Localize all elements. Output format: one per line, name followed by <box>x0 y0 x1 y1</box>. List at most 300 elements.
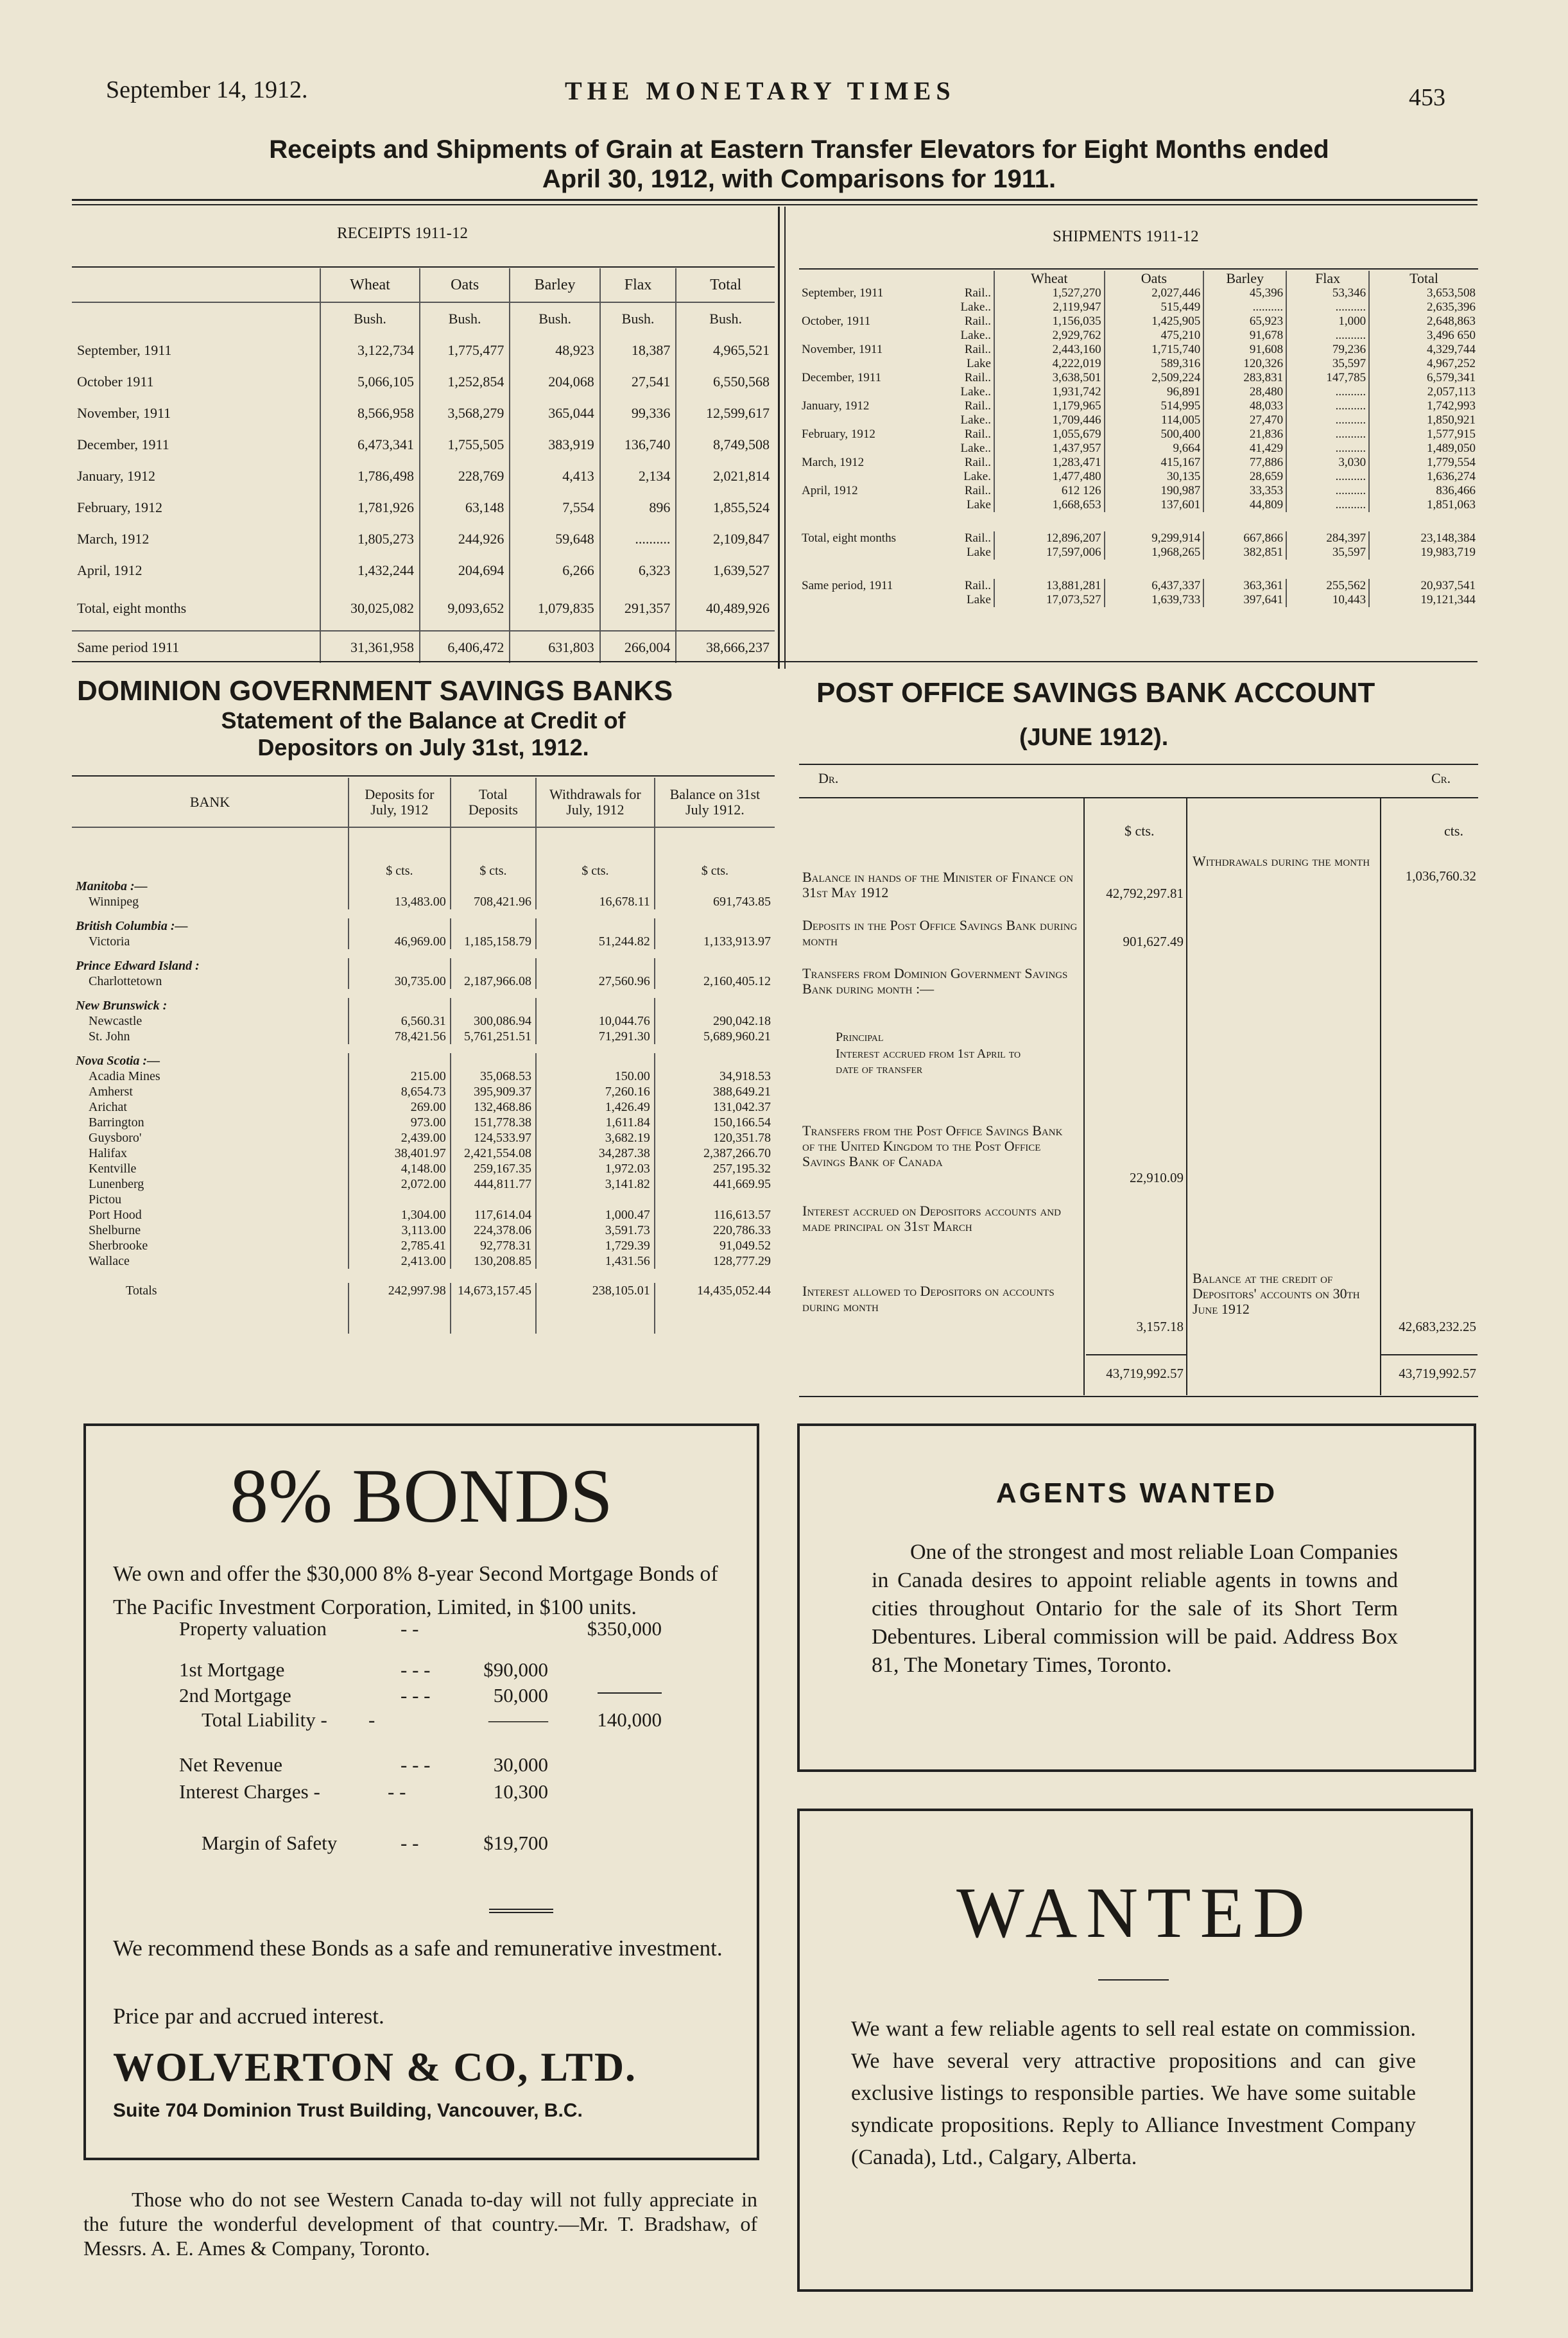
divider <box>1381 1354 1478 1355</box>
cell-value: 4,329,744 <box>1369 343 1478 357</box>
bonds-line-dash: - <box>368 1708 375 1731</box>
spacer <box>536 879 655 894</box>
table-row <box>799 498 1478 522</box>
po-withdrawals-label: Withdrawals during the month <box>1193 853 1370 869</box>
col-header: BANK <box>72 778 349 827</box>
bank-label: St. John <box>89 1029 130 1044</box>
cell-value: 35,597 <box>1286 546 1369 569</box>
bonds-line-label: Interest Charges - <box>179 1780 320 1803</box>
table-row <box>799 427 1478 442</box>
month-label: September, 1911 <box>802 286 884 300</box>
cell-value: 415,167 <box>1105 456 1204 470</box>
cell-value: 92,778.31 <box>451 1238 536 1253</box>
table-row <box>72 429 775 460</box>
cell-value: 388,649.21 <box>655 1084 775 1099</box>
mode-label: Rail.. <box>964 286 991 300</box>
table-row <box>72 894 775 914</box>
cell-value <box>655 1192 775 1207</box>
bonds-line <box>86 1708 757 1734</box>
cell-value: 4,967,252 <box>1369 357 1478 371</box>
cell-value: 1,055,679 <box>994 427 1105 442</box>
mode-label: Lake.. <box>960 385 991 399</box>
row-label <box>799 593 994 607</box>
cell-value: 2,443,160 <box>994 343 1105 357</box>
cell-value: 18,387 <box>600 334 676 366</box>
dominion-header-row <box>72 778 775 827</box>
cell-value: 1,577,915 <box>1369 427 1478 442</box>
cell-value: 589,316 <box>1105 357 1204 371</box>
cell-value: .......... <box>1286 498 1369 522</box>
cell-value: 48,923 <box>510 334 599 366</box>
bonds-line <box>86 1658 757 1684</box>
cell-value: 3,122,734 <box>320 334 420 366</box>
bonds-line <box>86 1780 757 1806</box>
table-row <box>72 1223 775 1238</box>
row-label: April, 1912 <box>77 562 142 578</box>
bonds-line-mid: 30,000 <box>493 1753 548 1776</box>
row-label <box>799 314 994 329</box>
table-row <box>799 357 1478 371</box>
divider <box>72 661 1478 662</box>
mode-label: Lake <box>967 546 991 559</box>
province-label: New Brunswick : <box>76 999 168 1013</box>
row-label <box>799 385 994 399</box>
column-divider <box>1186 798 1187 1395</box>
spacer <box>536 954 655 974</box>
cell-value: 1,079,835 <box>510 586 599 631</box>
cell-value: 1,855,524 <box>676 492 775 523</box>
cell-value: 120,326 <box>1203 357 1286 371</box>
cell-value: 244,926 <box>420 523 510 554</box>
divider <box>72 775 775 777</box>
cell-value: 10,044.76 <box>536 1013 655 1029</box>
bank-label: Arichat <box>89 1100 127 1114</box>
po-transfers-dom-label: Transfers from Dominion Government Savings Bank during month :— <box>802 965 1068 997</box>
table-row <box>72 1013 775 1029</box>
mode-label: Lake <box>967 357 991 370</box>
cell-value: 667,866 <box>1203 522 1286 546</box>
cell-value: 896 <box>600 492 676 523</box>
row-label: December, 1911 <box>77 436 169 452</box>
cell-value: 1,972.03 <box>536 1161 655 1176</box>
page-date: September 14, 1912. <box>106 76 308 103</box>
cell-value: 34,918.53 <box>655 1069 775 1084</box>
totals-row <box>72 1276 775 1298</box>
spacer <box>451 993 536 1013</box>
cell-value: 300,086.94 <box>451 1013 536 1029</box>
table-row <box>72 334 775 366</box>
month-label: Same period, 1911 <box>802 579 893 592</box>
cell-value: 53,346 <box>1286 286 1369 300</box>
bonds-line-dash: - - - <box>401 1684 431 1706</box>
cell-value: 14,673,157.45 <box>451 1276 536 1298</box>
bonds-line-dash: - - <box>401 1617 419 1640</box>
cell-value: 383,919 <box>510 429 599 460</box>
cell-value: 1,156,035 <box>994 314 1105 329</box>
spacer <box>655 1049 775 1069</box>
cell-value: 1,133,913.97 <box>655 934 775 954</box>
grain-title-line2: April 30, 1912, with Comparisons for 1911. <box>542 165 1056 193</box>
cell-value: 1,931,742 <box>994 385 1105 399</box>
cell-value: 190,987 <box>1105 484 1204 498</box>
bonds-intro: We own and offer the $30,000 8% 8-year Second Mortgage Bonds of The Pacific Investment Corporation, Limited, in $100 units. <box>113 1562 718 1619</box>
col-header: Total Deposits <box>451 778 536 827</box>
province-row <box>72 914 775 934</box>
bonds-line-dash: - - <box>401 1832 419 1854</box>
publication-title: THE MONETARY TIMES <box>565 76 956 105</box>
po-deposits-value: 901,627.49 <box>1123 934 1184 949</box>
cell-value: 1,000 <box>1286 314 1369 329</box>
cell-value: 242,997.98 <box>349 1276 451 1298</box>
bank-label: Guysboro' <box>89 1131 142 1145</box>
spacer <box>536 914 655 934</box>
cell-value: 77,886 <box>1203 456 1286 470</box>
month-label: April, 1912 <box>802 484 858 497</box>
spacer <box>536 1298 655 1334</box>
cell-value: 1,639,527 <box>676 554 775 586</box>
cell-value: 1,000.47 <box>536 1207 655 1223</box>
cell-value: 266,004 <box>600 631 676 663</box>
table-row <box>799 456 1478 470</box>
unit: Bush. <box>420 302 510 334</box>
po-cr-total: 43,719,992.57 <box>1399 1366 1476 1381</box>
cell-value: 96,891 <box>1105 385 1204 399</box>
cell-value: 7,554 <box>510 492 599 523</box>
province-row <box>72 954 775 974</box>
mode-label: Rail.. <box>964 399 991 413</box>
table-row <box>799 569 1478 593</box>
table-row <box>72 397 775 429</box>
spacer <box>72 268 320 302</box>
cell-value: 1,304.00 <box>349 1207 451 1223</box>
cell-value: 12,599,617 <box>676 397 775 429</box>
bonds-line <box>86 1684 757 1710</box>
cell-value: 365,044 <box>510 397 599 429</box>
dr-label: Dr. <box>818 770 839 786</box>
bonds-line <box>86 1832 757 1857</box>
bonds-line-right: $350,000 <box>587 1617 662 1640</box>
cell-value: 284,397 <box>1286 522 1369 546</box>
mode-label: Rail.. <box>964 456 991 469</box>
table-row <box>72 1207 775 1223</box>
dr-unit: $ cts. <box>1124 823 1155 839</box>
unit: $ cts. <box>451 827 536 879</box>
row-label <box>799 569 994 593</box>
col-header: Oats <box>1105 271 1204 286</box>
cell-value: 2,134 <box>600 460 676 492</box>
bank-label: Halifax <box>89 1146 127 1160</box>
cell-value: 117,614.04 <box>451 1207 536 1223</box>
cell-value: 475,210 <box>1105 329 1204 343</box>
cell-value: 395,909.37 <box>451 1084 536 1099</box>
bonds-line-label: Net Revenue <box>179 1753 282 1776</box>
cell-value: .......... <box>1286 399 1369 413</box>
row-label <box>799 413 994 427</box>
cell-value: 99,336 <box>600 397 676 429</box>
cell-value: 2,119,947 <box>994 300 1105 314</box>
bonds-line <box>86 1753 757 1779</box>
table-row <box>72 492 775 523</box>
table-row <box>799 399 1478 413</box>
cr-unit: cts. <box>1444 823 1463 839</box>
grain-title <box>83 135 1515 194</box>
cell-value: 3,638,501 <box>994 371 1105 385</box>
cell-value: 46,969.00 <box>349 934 451 954</box>
cell-value: 124,533.97 <box>451 1130 536 1146</box>
mode-label: Rail.. <box>964 343 991 356</box>
cell-value: 19,983,719 <box>1369 546 1478 569</box>
cell-value: 444,811.77 <box>451 1176 536 1192</box>
row-label <box>799 442 994 456</box>
cell-value: 1,179,965 <box>994 399 1105 413</box>
cell-value: 136,740 <box>600 429 676 460</box>
cell-value: 27,470 <box>1203 413 1286 427</box>
cell-value: 59,648 <box>510 523 599 554</box>
cell-value: 2,648,863 <box>1369 314 1478 329</box>
spacer <box>655 993 775 1013</box>
cell-value: .......... <box>600 523 676 554</box>
table-row <box>799 484 1478 498</box>
cell-value: 23,148,384 <box>1369 522 1478 546</box>
po-transfers-uk-value: 22,910.09 <box>1130 1170 1184 1185</box>
col-header: Oats <box>420 268 510 302</box>
cell-value: 3,141.82 <box>536 1176 655 1192</box>
dominion-subtitle <box>72 707 775 761</box>
spacer <box>349 954 451 974</box>
cell-value: 1,850,921 <box>1369 413 1478 427</box>
cell-value: 1,252,854 <box>420 366 510 397</box>
spacer <box>655 879 775 894</box>
dominion-subtitle-line1: Statement of the Balance at Credit of <box>221 707 626 734</box>
cell-value: 3,591.73 <box>536 1223 655 1238</box>
mode-label: Lake. <box>963 470 991 483</box>
unit: Bush. <box>320 302 420 334</box>
cell-value: 120,351.78 <box>655 1130 775 1146</box>
po-deposits-label: Deposits in the Post Office Savings Bank during month <box>802 917 1078 949</box>
cell-value: 27,560.96 <box>536 974 655 993</box>
cell-value: 1,729.39 <box>536 1238 655 1253</box>
spacer <box>655 914 775 934</box>
row-label <box>799 343 994 357</box>
cell-value: 114,005 <box>1105 413 1204 427</box>
cell-value: 5,761,251.51 <box>451 1029 536 1049</box>
po-interest-depositors-label: Interest accrued on Depositors accounts and made principal on 31st March <box>802 1203 1061 1234</box>
bonds-line-label: 2nd Mortgage <box>179 1684 291 1706</box>
table-row <box>799 300 1478 314</box>
po-transfers-uk-label: Transfers from the Post Office Savings Bank of the United Kingdom to the Post Office Savings Bank of Canada <box>802 1122 1063 1169</box>
divider <box>72 204 1478 205</box>
table-row <box>72 934 775 954</box>
cell-value: 1,432,244 <box>320 554 420 586</box>
table-row <box>799 413 1478 427</box>
bank-label: Sherbrooke <box>89 1239 148 1253</box>
units-row <box>72 302 775 334</box>
table-row <box>799 442 1478 456</box>
spacer <box>655 1298 775 1334</box>
cell-value: 6,473,341 <box>320 429 420 460</box>
cell-value: 2,635,396 <box>1369 300 1478 314</box>
col-header: Withdrawals for July, 1912 <box>536 778 655 827</box>
cell-value: 4,222,019 <box>994 357 1105 371</box>
spacer <box>72 827 349 879</box>
row-label <box>799 498 994 522</box>
cell-value: 65,923 <box>1203 314 1286 329</box>
cell-value: 21,836 <box>1203 427 1286 442</box>
mode-label: Rail.. <box>964 427 991 441</box>
cell-value: 3,030 <box>1286 456 1369 470</box>
table-row <box>72 586 775 631</box>
col-header: Wheat <box>994 271 1105 286</box>
cr-label: Cr. <box>1431 770 1451 786</box>
unit: Bush. <box>510 302 599 334</box>
cell-value: 2,109,847 <box>676 523 775 554</box>
spacer <box>451 914 536 934</box>
post-office-subtitle: (JUNE 1912). <box>1019 724 1169 751</box>
cell-value: .......... <box>1286 329 1369 343</box>
cell-value: 238,105.01 <box>536 1276 655 1298</box>
cell-value: 2,387,266.70 <box>655 1146 775 1161</box>
row-label <box>799 456 994 470</box>
table-row <box>799 385 1478 399</box>
cell-value: 1,709,446 <box>994 413 1105 427</box>
spacer <box>349 1298 451 1334</box>
cell-value: 1,636,274 <box>1369 470 1478 484</box>
cell-value: 79,236 <box>1286 343 1369 357</box>
shipments-title: SHIPMENTS 1911-12 <box>1053 228 1199 245</box>
unit: Bush. <box>676 302 775 334</box>
cell-value: 836,466 <box>1369 484 1478 498</box>
cell-value: 220,786.33 <box>655 1223 775 1238</box>
row-label: February, 1912 <box>77 499 162 515</box>
cell-value: 1,477,480 <box>994 470 1105 484</box>
cell-value: 3,653,508 <box>1369 286 1478 300</box>
cell-value: 151,778.38 <box>451 1115 536 1130</box>
province-row <box>72 1049 775 1069</box>
row-label <box>799 546 994 569</box>
month-label: November, 1911 <box>802 343 883 356</box>
cell-value: 631,803 <box>510 631 599 663</box>
bonds-line-mid: $90,000 <box>483 1658 548 1681</box>
cell-value: 4,413 <box>510 460 599 492</box>
cell-value: 269.00 <box>349 1099 451 1115</box>
unit: $ cts. <box>536 827 655 879</box>
cell-value: 19,121,344 <box>1369 593 1478 607</box>
table-row <box>72 523 775 554</box>
cell-value: 1,742,993 <box>1369 399 1478 413</box>
row-label <box>799 470 994 484</box>
wanted-ad <box>797 1809 1473 2292</box>
cell-value: 2,413.00 <box>349 1253 451 1276</box>
totals-label: Totals <box>126 1284 157 1298</box>
cell-value: 6,579,341 <box>1369 371 1478 385</box>
column-divider <box>784 207 786 669</box>
cell-value: 33,353 <box>1203 484 1286 498</box>
bonds-line-dash: - - - <box>401 1753 431 1776</box>
month-label: March, 1912 <box>802 456 865 469</box>
cell-value: 1,437,957 <box>994 442 1105 456</box>
cell-value: 30,735.00 <box>349 974 451 993</box>
unit: Bush. <box>600 302 676 334</box>
cell-value: 514,995 <box>1105 399 1204 413</box>
table-row <box>799 593 1478 607</box>
bank-label: Shelburne <box>89 1223 141 1237</box>
spacer <box>536 993 655 1013</box>
cell-value: 6,266 <box>510 554 599 586</box>
agents-ad <box>797 1423 1476 1772</box>
cell-value: 215.00 <box>349 1069 451 1084</box>
divider <box>598 1692 662 1694</box>
cell-value: 363,361 <box>1203 569 1286 593</box>
table-row <box>72 1130 775 1146</box>
cell-value: 2,509,224 <box>1105 371 1204 385</box>
divider <box>799 268 1478 270</box>
po-balance-value: 42,792,297.81 <box>1106 886 1184 901</box>
column-divider <box>1083 798 1085 1395</box>
table-row <box>72 554 775 586</box>
spacer <box>451 1049 536 1069</box>
table-row <box>72 460 775 492</box>
col-header: Total <box>1369 271 1478 286</box>
cell-value: 5,689,960.21 <box>655 1029 775 1049</box>
dominion-table <box>72 778 775 1334</box>
mode-label: Rail.. <box>964 371 991 384</box>
cell-value: 1,781,926 <box>320 492 420 523</box>
col-header: Total <box>676 268 775 302</box>
cell-value: 34,287.38 <box>536 1146 655 1161</box>
po-balance-credit-value: 42,683,232.25 <box>1399 1319 1476 1334</box>
po-principal-label: Principal <box>836 1030 884 1044</box>
cell-value: 1,968,265 <box>1105 546 1204 569</box>
cell-value: 71,291.30 <box>536 1029 655 1049</box>
table-row <box>799 371 1478 385</box>
spacer-row <box>72 1298 775 1334</box>
post-office-title: POST OFFICE SAVINGS BANK ACCOUNT <box>816 677 1375 709</box>
cell-value: 2,929,762 <box>994 329 1105 343</box>
cell-value: 1,775,477 <box>420 334 510 366</box>
row-label: March, 1912 <box>77 530 150 547</box>
province-row <box>72 879 775 894</box>
cell-value: 283,831 <box>1203 371 1286 385</box>
bank-label: Winnipeg <box>89 895 139 909</box>
bonds-line-mid: 10,300 <box>493 1780 548 1803</box>
row-label <box>799 484 994 498</box>
po-interest-allowed-label: Interest allowed to Depositors on accounts during month <box>802 1283 1055 1314</box>
table-row <box>799 329 1478 343</box>
col-header: Flax <box>600 268 676 302</box>
cell-value: 63,148 <box>420 492 510 523</box>
table-row <box>72 1192 775 1207</box>
bonds-title: 8% BONDS <box>230 1453 613 1538</box>
row-label <box>799 357 994 371</box>
province-label: Prince Edward Island : <box>76 959 200 973</box>
cell-value: 1,425,905 <box>1105 314 1204 329</box>
cell-value: 1,426.49 <box>536 1099 655 1115</box>
bonds-line-label: Margin of Safety <box>202 1832 338 1854</box>
bank-label: Port Hood <box>89 1208 142 1222</box>
row-label: Same period 1911 <box>77 639 180 655</box>
cell-value: 9,299,914 <box>1105 522 1204 546</box>
cell-value: 382,851 <box>1203 546 1286 569</box>
cell-value: 16,678.11 <box>536 894 655 914</box>
spacer <box>451 879 536 894</box>
cell-value: 51,244.82 <box>536 934 655 954</box>
row-label <box>799 371 994 385</box>
po-withdrawals-value: 1,036,760.32 <box>1405 868 1476 884</box>
table-row <box>72 1115 775 1130</box>
cell-value: 150.00 <box>536 1069 655 1084</box>
column-divider <box>1380 798 1381 1395</box>
row-label <box>799 522 994 546</box>
